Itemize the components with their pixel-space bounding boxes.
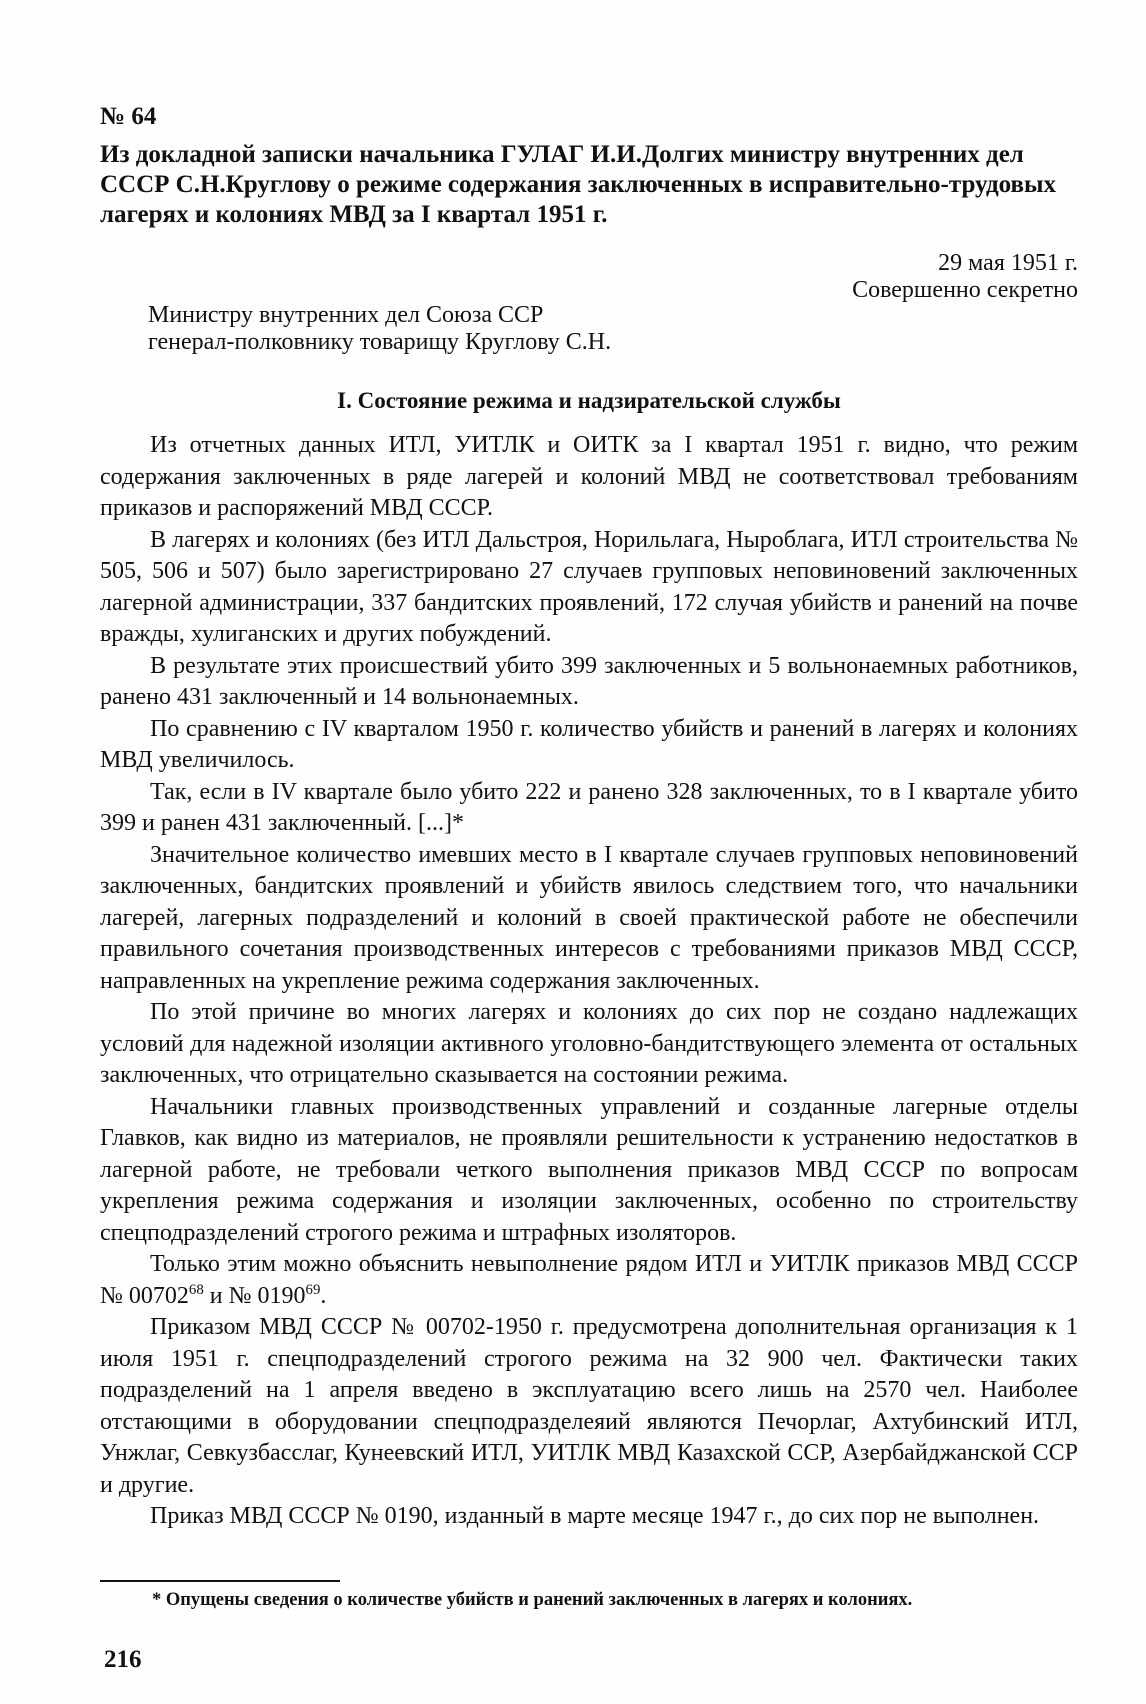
paragraph: Из отчетных данных ИТЛ, УИТЛК и ОИТК за I квартал 1951 г. видно, что режим содержания заключенных в ряде лагерей и колоний МВД не соответствовал требованиям приказов и распоряжений МВД СССР. <box>100 432 1078 521</box>
paragraph-text: . <box>320 1282 327 1309</box>
paragraph: Так, если в IV квартале было убито 222 и ранено 328 заключенных, то в I квартале убито 399 и ранен 431 заключенный. [...]* <box>100 778 1078 836</box>
addressee-line-2: генерал-полковнику товарищу Круглову С.Н. <box>148 329 612 355</box>
paragraph-text: Только этим можно объяснить невыполнение рядом ИТЛ и УИТЛК приказов МВД СССР № 00702 <box>100 1251 1078 1309</box>
footnote-divider <box>100 1580 340 1582</box>
paragraph: Приказом МВД СССР № 00702-1950 г. предусмотрена дополнительная организация к 1 июля 1951 г. спецподразделений строгого режима на 32 900 чел. Фактически таких подразделений на 1 апреля введено в эксплуатацию всего лишь на 2570 чел. Наиболее отстающими в оборудовании спецподразделеяий являются Печорлаг, Ахтубинский ИТЛ, Унжлаг, Севкузбасслаг, Кунеевский ИТЛ, УИТЛК МВД Казахской ССР, Азербайджанской ССР и другие. <box>100 1314 1078 1498</box>
paragraph: Начальники главных производственных управлений и созданные лагерные отделы Главков, как видно из материалов, не проявляли решительности к устранению недостатков в лагерной работе, не требовали четкого выполнения приказов МВД СССР по вопросам укрепления режима содержания и изоляции заключенных, особенно по строительству спецподразделений строгого режима и штрафных изоляторов. <box>100 1093 1078 1246</box>
document-body <box>100 430 1078 1533</box>
document-date: 29 мая 1951 г. <box>938 250 1078 276</box>
footnote-ref-68: 68 <box>188 1281 204 1298</box>
addressee-line-1: Министру внутренних дел Союза ССР <box>148 302 544 328</box>
footnote-ref-69: 69 <box>305 1281 321 1298</box>
paragraph: По этой причине во многих лагерях и колониях до сих пор не создано надлежащих условий для надежной изоляции активного уголовно-бандитствующего элемента от остальных заключенных, что отрицательно сказывается на состоянии режима. <box>100 999 1078 1088</box>
page-number: 216 <box>104 1646 142 1673</box>
paragraph: В результате этих происшествий убито 399 заключенных и 5 вольнонаемных работников, ранено 431 заключенный и 14 вольнонаемных. <box>100 652 1078 710</box>
paragraph: Значительное количество имевших место в I квартале случаев групповых неповиновений заключенных, бандитских проявлений и убийств явилось следствием того, что начальники лагерей, лагерных подразделений и колоний в своей практической работе не обеспечили правильного сочетания производственных интересов с требованиями приказов МВД СССР, направленных на укрепление режима содержания заключенных. <box>100 841 1078 994</box>
paragraph: Приказ МВД СССР № 0190, изданный в марте месяце 1947 г., до сих пор не выполнен. <box>150 1503 1040 1529</box>
document-number: № 64 <box>100 103 157 130</box>
paragraph: В лагерях и колониях (без ИТЛ Дальстроя, Норильлага, Ныроблага, ИТЛ строительства № 505, 506 и 507) было зарегистрировано 27 случаев групповых неповиновений заключенных лагерной администрации, 337 бандитских проявлений, 172 случая убийств и ранений на почве вражды, хулиганских и других побуждений. <box>100 526 1078 647</box>
classification-label: Совершенно секретно <box>852 277 1078 303</box>
footnote: * Опущены сведения о количестве убийств и ранений заключенных в лагерях и колониях. <box>152 1590 913 1610</box>
document-title: Из докладной записки начальника ГУЛАГ И.И.Долгих министру внутренних дел СССР С.Н.Круглову о режиме содержания заключенных в исправительно-трудовых лагерях и колониях МВД за I квартал 1951 г. <box>100 141 1057 228</box>
paragraph-with-footnote-refs <box>100 1249 1078 1312</box>
section-heading: I. Состояние режима и надзирательской службы <box>337 388 841 413</box>
paragraph: По сравнению с IV кварталом 1950 г. количество убийств и ранений в лагерях и колониях МВД увеличилось. <box>100 715 1078 773</box>
paragraph-text: и № 0190 <box>203 1282 306 1309</box>
